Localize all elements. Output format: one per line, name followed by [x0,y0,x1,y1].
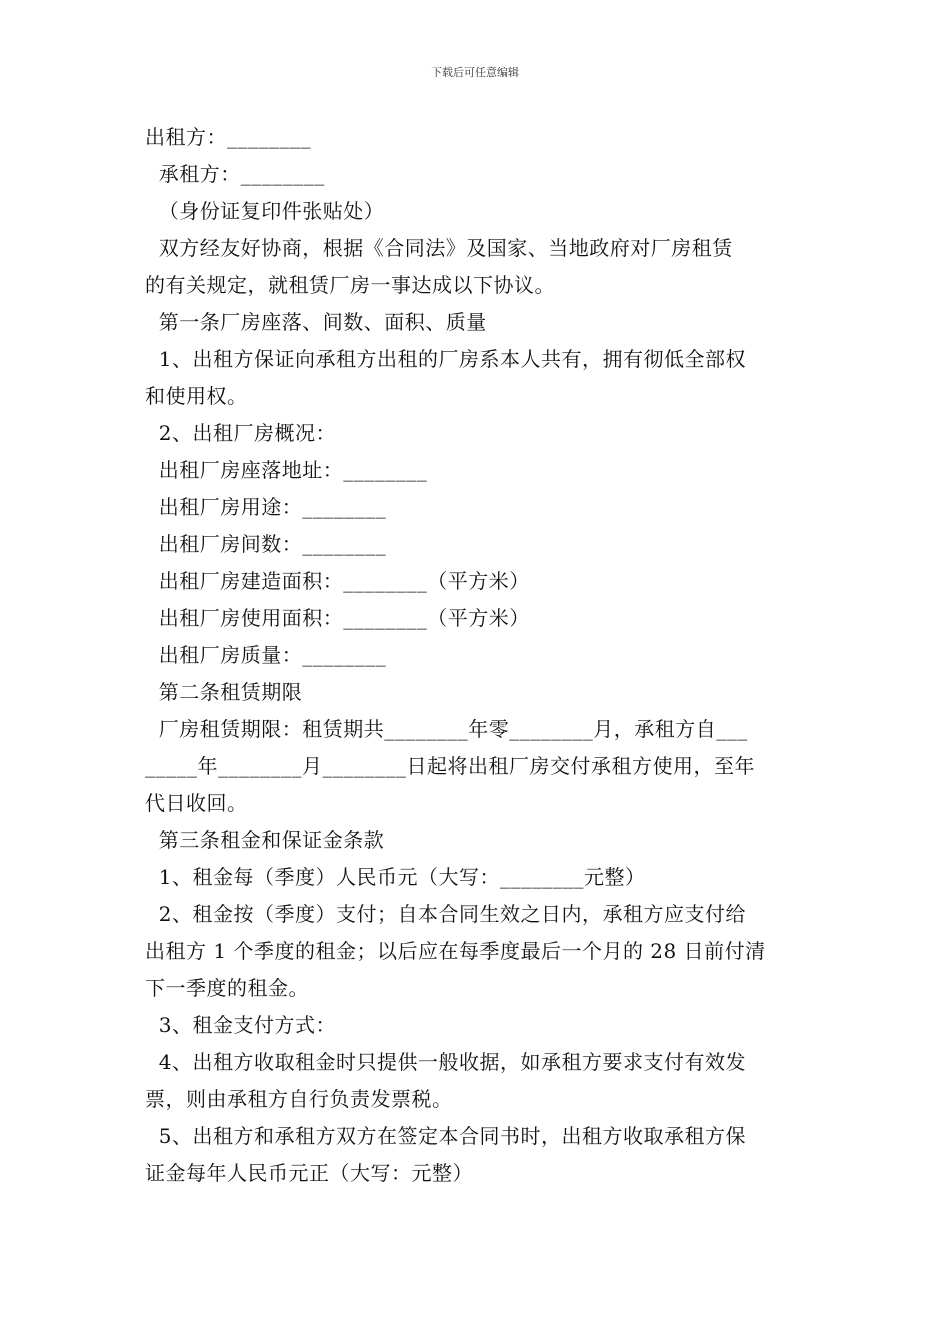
text-line: 出租方 1 个季度的租金；以后应在每季度最后一个月的 28 日前付清 [145,939,766,963]
text-line: 2、出租厂房概况： [145,421,336,445]
document-body [145,119,810,1192]
text-line: 3、租金支付方式： [145,1013,336,1037]
text-line: 1、出租方保证向承租方出租的厂房系本人共有，拥有彻低全部权 [145,347,746,371]
form-field-line: 出租厂房用途：________ [145,495,387,519]
header-note: 下载后可任意编辑 [431,66,519,79]
text-line: 代日收回。 [145,791,248,815]
text-line: 承租方：________ [145,162,325,186]
form-field-line: 出租厂房间数：________ [145,532,387,556]
text-line: 出租方：________ [145,125,311,149]
text-line: 4、出租方收取租金时只提供一般收据，如承租方要求支付有效发 [145,1050,746,1074]
text-line: 1、租金每（季度）人民币元（大写：________元整） [145,865,646,889]
text-line: 票，则由承租方自行负责发票税。 [145,1087,453,1111]
section-heading: 第二条租赁期限 [145,680,303,704]
section-heading: 第三条租金和保证金条款 [145,828,385,852]
text-line: （身份证复印件张贴处） [145,199,385,223]
text-line: 2、租金按（季度）支付；自本合同生效之日内，承租方应支付给 [145,902,746,926]
text-line: 证金每年人民币元正（大写：元整） [145,1161,473,1185]
form-field-line: 出租厂房建造面积：________（平方米） [145,569,530,593]
form-field-line: 出租厂房使用面积：________（平方米） [145,606,530,630]
text-line: _____年________月________日起将出租厂房交付承租方使用，至年 [145,754,755,778]
text-line: 下一季度的租金。 [145,976,309,1000]
section-heading: 第一条厂房座落、间数、面积、质量 [145,310,487,334]
text-line: 厂房租赁期限：租赁期共________年零________月，承租方自___ [145,717,748,741]
form-field-line: 出租厂房座落地址：________ [145,458,428,482]
form-field-line: 出租厂房质量：________ [145,643,387,667]
text-line: 5、出租方和承租方双方在签定本合同书时，出租方收取承租方保 [145,1124,746,1148]
text-line: 的有关规定，就租赁厂房一事达成以下协议。 [145,273,555,297]
text-line: 和使用权。 [145,384,248,408]
text-line: 双方经友好协商，根据《合同法》及国家、当地政府对厂房租赁 [145,236,733,260]
